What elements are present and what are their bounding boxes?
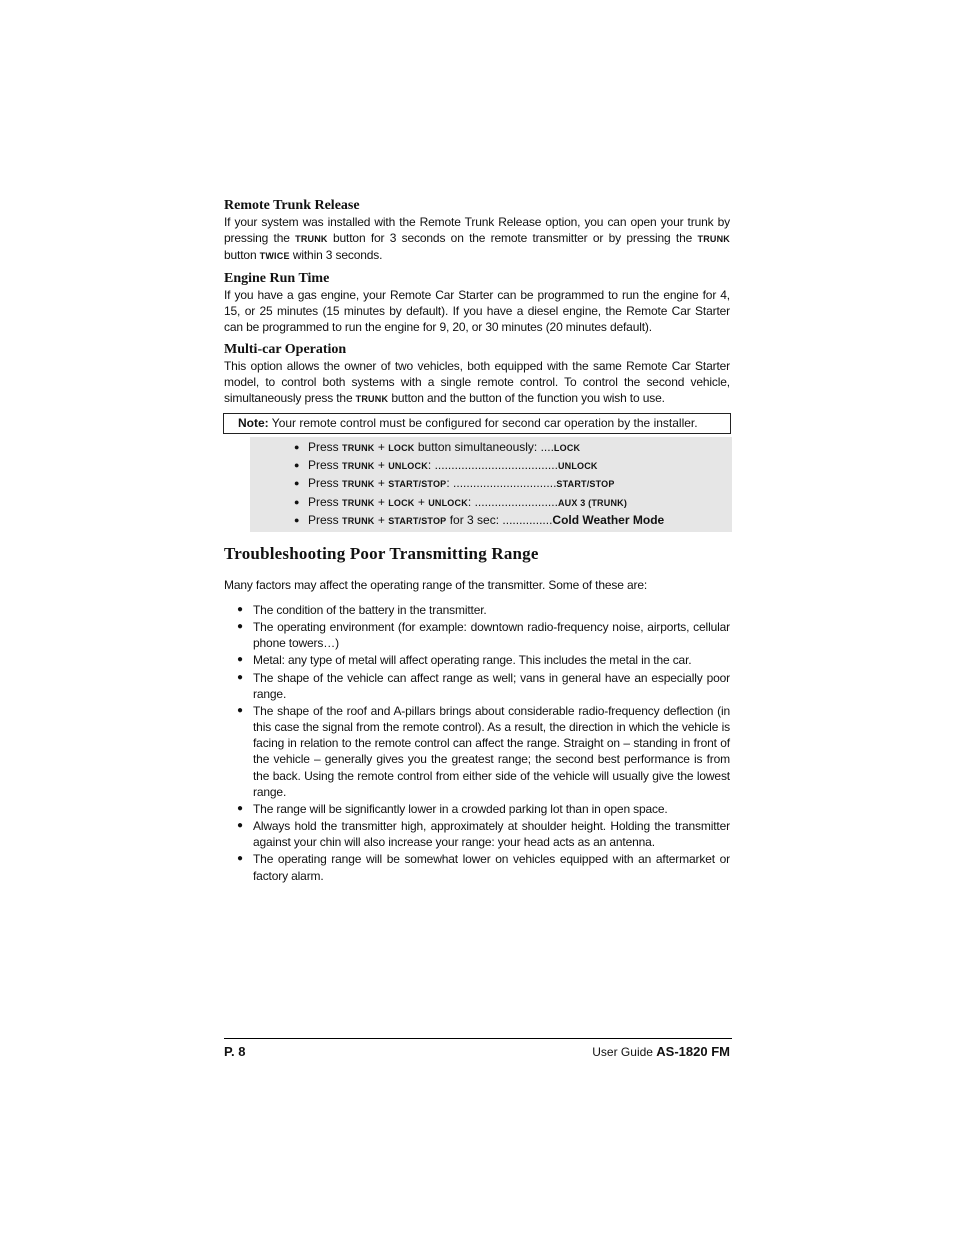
bullet-icon: ● (237, 604, 243, 616)
page-content (224, 197, 730, 885)
text-run: If your system was installed with the Remote Trunk Release option, you can open your trunk by pressing the (224, 215, 730, 245)
note-text: Your remote control must be configured for second car operation by the installer. (268, 416, 698, 430)
bullet-icon: ● (294, 496, 300, 507)
list-item-text: The shape of the vehicle can affect range as well; vans in general have an especially poor range. (253, 670, 730, 701)
text-run: for 3 sec: ............... (446, 512, 553, 527)
text-run: + (374, 512, 389, 527)
text-run: Press (308, 494, 343, 509)
list-item-text: Metal: any type of metal will affect operating range. This includes the metal in the car. (253, 653, 692, 668)
section-title: Multi-car Operation (224, 342, 347, 357)
text-run: within 3 seconds. (289, 248, 383, 262)
bullet-icon: ● (237, 853, 243, 865)
button-name: LOCK (553, 443, 581, 453)
button-name: TRUNK (355, 394, 389, 404)
footer-model: AS-1820 FM (656, 1044, 730, 1059)
list-item (224, 619, 730, 651)
text-run: + (374, 440, 389, 454)
text-run: Press (308, 440, 343, 454)
button-name: TRUNK (295, 234, 328, 244)
section-body (224, 214, 730, 264)
list-item (224, 602, 730, 618)
button-name: UNLOCK (428, 497, 468, 508)
bullet-icon: ● (294, 460, 300, 471)
function-name: Cold Weather Mode (552, 512, 665, 527)
bullet-icon: ● (237, 704, 243, 716)
button-name: START/STOP (388, 479, 447, 490)
text-run: + (374, 476, 389, 491)
list-item-text: Always hold the transmitter high, approximately at shoulder height. Holding the transmitter against your chin will also increase your range: your head acts as an antenna. (253, 819, 730, 850)
text-run: Press (308, 458, 343, 473)
footer-guide-title (592, 1044, 730, 1059)
section (224, 270, 730, 335)
list-item-text: The range will be significantly lower in a crowded parking lot than in open space. (253, 801, 668, 816)
note-label: Note: (238, 416, 269, 430)
bullet-icon: ● (294, 442, 300, 452)
footer-divider (224, 1038, 732, 1039)
combo-item (294, 457, 732, 475)
list-item-text: The operating environment (for example: downtown radio-frequency noise, airports, cellular phone towers…) (253, 620, 730, 651)
text-run: Press (308, 512, 343, 527)
text-run: : ............................... (446, 476, 557, 491)
text-run: : ......................... (467, 494, 558, 509)
range-factors-list (224, 602, 730, 884)
button-name: START/STOP (556, 479, 615, 490)
button-name: TRUNK (342, 443, 375, 453)
button-combo-list (250, 439, 732, 530)
button-name: START/STOP (388, 515, 447, 526)
list-item (224, 703, 730, 800)
combo-item (294, 475, 732, 493)
bullet-icon: ● (237, 671, 243, 683)
button-name: TRUNK (342, 479, 375, 490)
button-name: UNLOCK (557, 461, 598, 472)
list-item (224, 652, 730, 668)
text-run: + (374, 458, 389, 473)
list-item (224, 851, 730, 883)
combo-item (294, 439, 732, 457)
text-run: + (374, 494, 389, 509)
text-run: Press (308, 476, 343, 491)
text-run: button and the button of the function you wish to use. (388, 391, 665, 405)
troubleshooting-intro: Many factors may affect the operating range of the transmitter. Some of these are: (224, 578, 648, 593)
bullet-icon: ● (237, 802, 243, 814)
text-run: button simultaneously: .... (414, 440, 554, 454)
list-item (224, 818, 730, 850)
list-item-text: The operating range will be somewhat lower on vehicles equipped with an aftermarket or factory alarm. (253, 852, 730, 883)
bullet-icon: ● (237, 820, 243, 831)
section-body (224, 358, 730, 407)
list-item (224, 670, 730, 702)
text-run: button for 3 seconds on the remote transmitter or by pressing the (327, 231, 698, 245)
page-number: P. 8 (224, 1044, 246, 1059)
list-item (224, 801, 730, 817)
button-name: LOCK (388, 443, 415, 453)
list-item-text: The condition of the battery in the transmitter. (253, 603, 487, 618)
text-run: : ..................................... (427, 458, 558, 473)
button-combo-box (250, 437, 732, 532)
section-title: Engine Run Time (224, 271, 330, 286)
section (224, 341, 730, 407)
button-name: TRUNK (342, 461, 375, 472)
feature-sections (224, 197, 730, 407)
footer-guide-prefix: User Guide (592, 1045, 657, 1059)
text-run: button (224, 248, 260, 262)
button-name: LOCK (388, 497, 415, 508)
button-name: TWICE (259, 251, 290, 261)
text-run: + (414, 494, 429, 509)
text-run: This option allows the owner of two vehicles, both equipped with the same Remote Car Starter model, to control both systems with a single remote control. To control the second vehicle, simultaneously press the (224, 359, 730, 405)
troubleshooting-heading: Troubleshooting Poor Transmitting Range (224, 544, 539, 564)
list-item-text: The shape of the roof and A-pillars brings about considerable radio-frequency deflection (in this case the signal from the remote control). As a result, the direction in which the vehicle is facing in relation to the remote control can affect the range. Straight on – standing in front of the vehicle – generally gives you the greatest range; the second best performance is from the back. Using the remote control from either side of the vehicle will usually give the lowest range. (253, 703, 730, 799)
text-run: If you have a gas engine, your Remote Car Starter can be programmed to run the engine for 4, 15, or 25 minutes (15 minutes by default). If you have a diesel engine, the Remote Car Starter can be programmed to run the engine for 9, 20, or 30 minutes (20 minutes default). (224, 288, 730, 334)
combo-item (294, 512, 732, 530)
bullet-icon: ● (237, 654, 243, 666)
note-box (223, 413, 731, 434)
section (224, 197, 730, 264)
button-name: AUX 3 (TRUNK) (557, 497, 628, 508)
combo-item (294, 494, 732, 512)
bullet-icon: ● (294, 514, 300, 525)
section-body (224, 287, 730, 335)
section-title: Remote Trunk Release (224, 198, 360, 213)
button-name: UNLOCK (388, 461, 428, 472)
button-name: TRUNK (342, 497, 375, 508)
bullet-icon: ● (294, 478, 300, 489)
bullet-icon: ● (237, 621, 243, 633)
button-name: TRUNK (342, 515, 375, 526)
button-name: TRUNK (697, 234, 731, 244)
